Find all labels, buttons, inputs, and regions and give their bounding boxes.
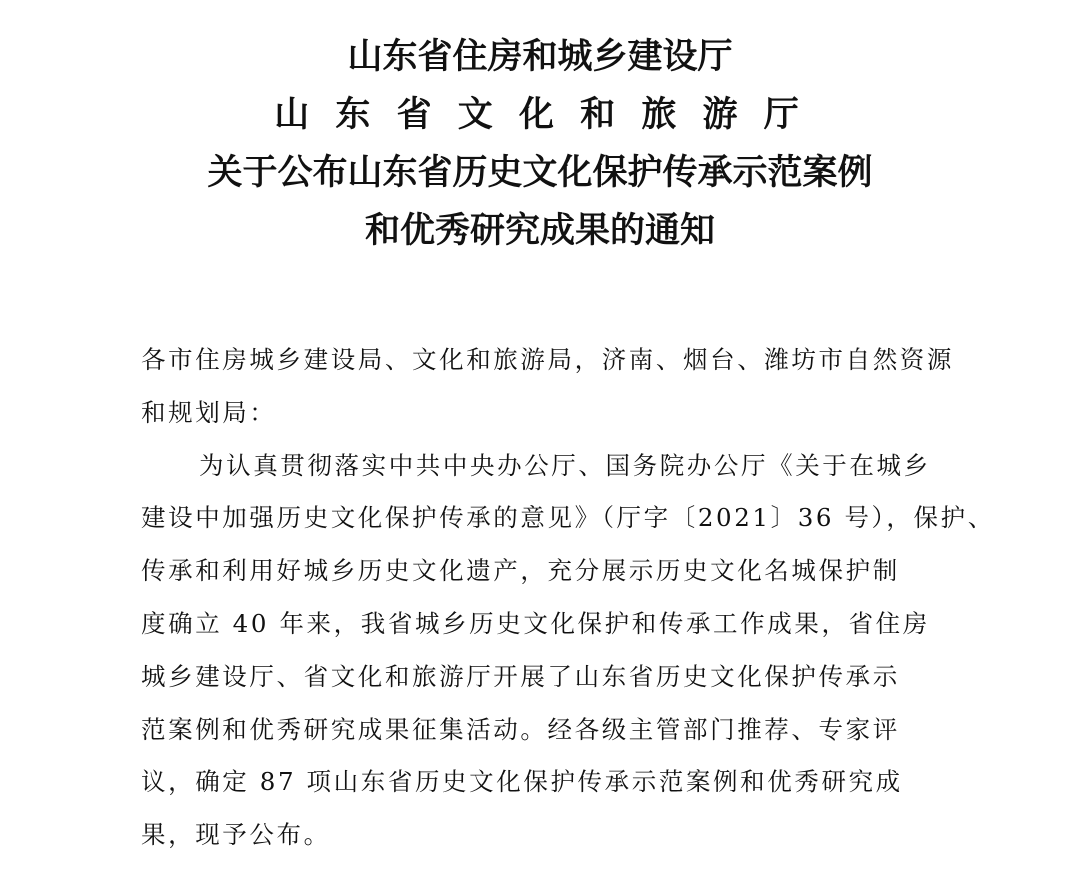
paragraph-line-3: 传承和利用好城乡历史文化遗产，充分展示历史文化名城保护制 [141, 556, 900, 586]
document-title [0, 28, 1080, 260]
notice-title-line-1: 关于公布山东省历史文化保护传承示范案例 [207, 152, 873, 193]
issuer-culture-tourism-department: 山 东 省 文 化 和 旅 游 厅 [274, 94, 806, 135]
document-body [141, 334, 995, 862]
paragraph-line-7: 议，确定 87 项山东省历史文化保护传承示范案例和优秀研究成 [141, 767, 903, 797]
paragraph-line-6: 范案例和优秀研究成果征集活动。经各级主管部门推荐、专家评 [141, 714, 900, 744]
paragraph-line-2: 建设中加强历史文化保护传承的意见》（厅字〔2021〕36 号），保护、 [141, 503, 995, 533]
paragraph-line-1: 为认真贯彻落实中共中央办公厅、国务院办公厅《关于在城乡 [199, 450, 931, 480]
paragraph-line-4: 度确立 40 年来，我省城乡历史文化保护和传承工作成果，省住房 [141, 608, 930, 638]
paragraph-line-8: 果，现予公布。 [141, 820, 331, 850]
issuer-housing-department: 山东省住房和城乡建设厅 [347, 36, 733, 77]
addressee-line-1: 各市住房城乡建设局、文化和旅游局，济南、烟台、潍坊市自然资源 [141, 345, 954, 374]
addressee-line-2: 和规划局： [141, 397, 277, 427]
notice-title-line-2: 和优秀研究成果的通知 [364, 210, 715, 251]
paragraph-line-5: 城乡建设厅、省文化和旅游厅开展了山东省历史文化保护传承示 [141, 661, 900, 691]
